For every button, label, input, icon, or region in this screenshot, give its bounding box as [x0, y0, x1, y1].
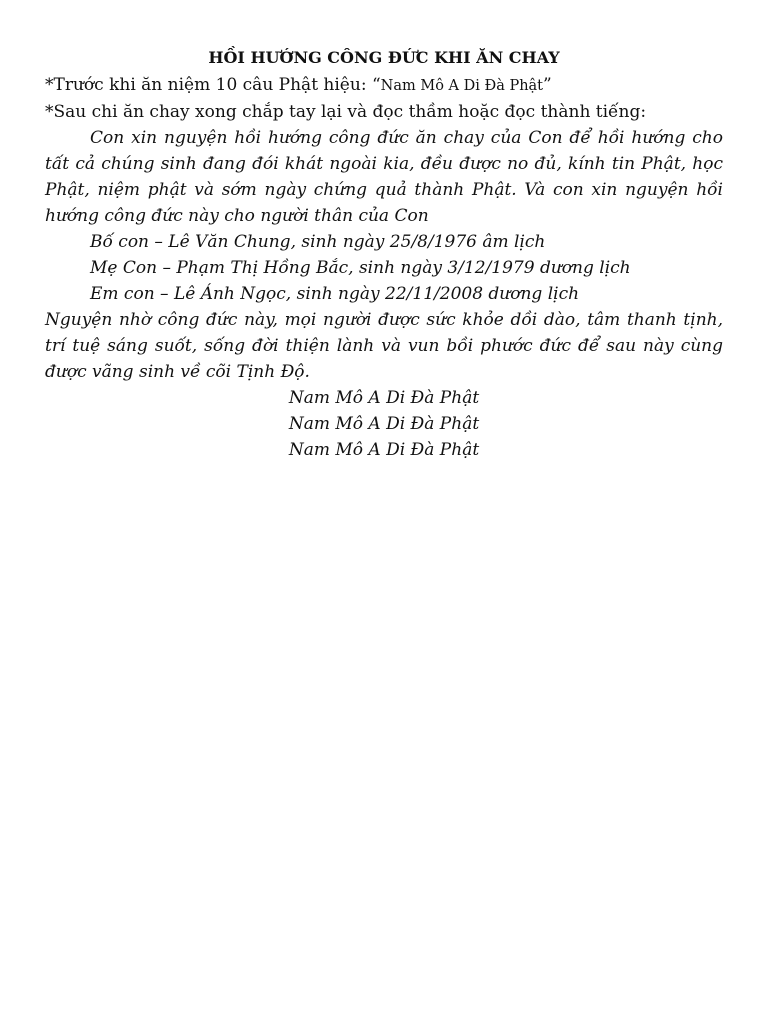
chant-line: Nam Mô A Di Đà Phật — [288, 414, 480, 434]
document-title: HỒI HƯỚNG CÔNG ĐỨC KHI ĂN CHAY — [208, 48, 560, 67]
family-member-sister: Em con – Lê Ánh Ngọc, sinh ngày 22/11/2008 dương lịch — [90, 284, 580, 304]
chant-line: Nam Mô A Di Đà Phật — [288, 440, 480, 460]
chant-line: Nam Mô A Di Đà Phật — [288, 388, 480, 408]
closing-wish: Nguyện nhờ công đức này, mọi người được sức khỏe dồi dào, tâm thanh tịnh, trí tuệ sáng suốt, sống đời thiện lành và vun bồi phước đức để sau này cùng được vãng sinh về cõi Tịnh Độ. — [45, 310, 723, 382]
instruction-before-suffix: ” — [543, 75, 552, 95]
family-member-father: Bố con – Lê Văn Chung, sinh ngày 25/8/1976 âm lịch — [90, 232, 546, 252]
family-member-mother: Mẹ Con – Phạm Thị Hồng Bắc, sinh ngày 3/12/1979 dương lịch — [90, 258, 631, 278]
document-page — [45, 44, 723, 463]
instruction-before-prefix: *Trước khi ăn niệm 10 câu Phật hiệu: “ — [45, 75, 381, 95]
instruction-before-eating — [45, 72, 723, 99]
instruction-after-eating: *Sau chi ăn chay xong chắp tay lại và đọc thầm hoặc đọc thành tiếng: — [45, 102, 647, 122]
instruction-before-quote: Nam Mô A Di Đà Phật — [380, 78, 544, 94]
dedication-prayer: Con xin nguyện hồi hướng công đức ăn chay của Con để hồi hướng cho tất cả chúng sinh đang đói khát ngoài kia, đều được no đủ, kính tin Phật, học Phật, niệm phật và sớm ngày chứng quả thành Phật. Và con xin nguyện hồi hướng công đức này cho người thân của Con — [45, 128, 723, 226]
